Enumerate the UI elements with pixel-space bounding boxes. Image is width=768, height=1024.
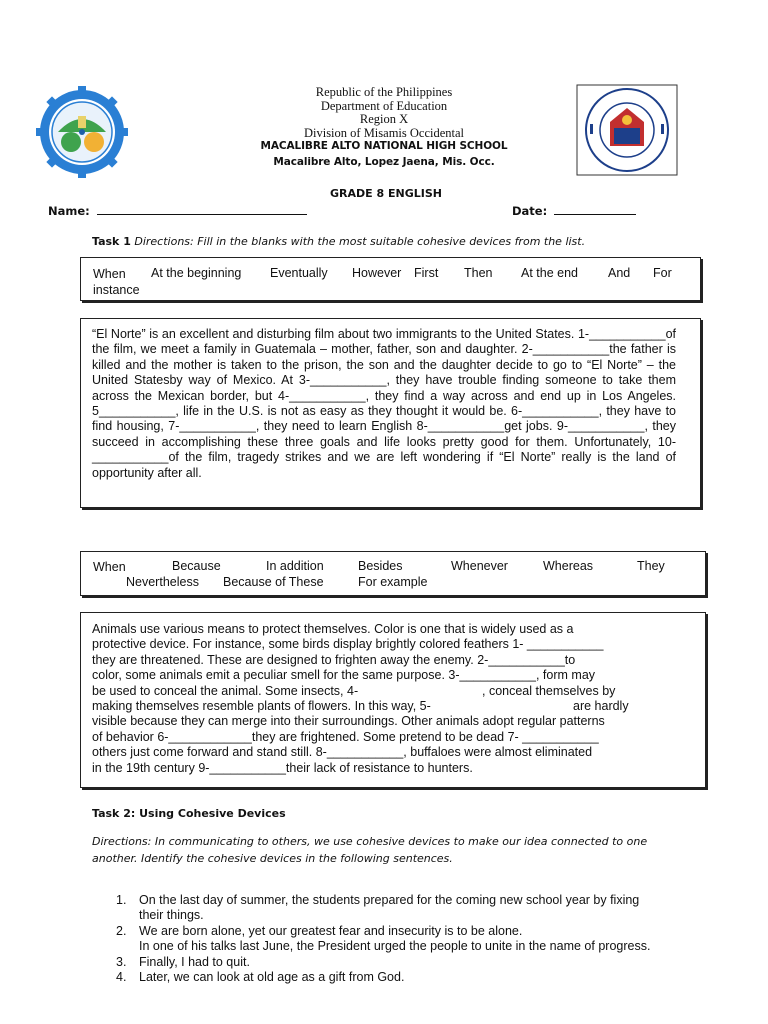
word-however: However xyxy=(352,266,402,280)
list-item xyxy=(92,955,652,970)
passage-el-norte: “El Norte” is an excellent and disturbing film about two immigrants to the United States. 1-___________of the film, we meet a family in Guatemala – mother, father, son and daughter. 2-___________the father is killed and the mother is taken to the prison, the son and the daughter decide to go to “El Norte” – the United Statesby way of Mexico. At 3-___________, they have trouble finding someone to take them across the Mexican border, but 4-___________, they find a way across and end up in Los Angeles. 5___________, life in the U.S. is not as easy as they thought it would be. 6-___________, they have to find housing, 7-___________, they need to learn English 8-___________get jobs. 9-___________, they succeed in accomplishing these three goals and life looks pretty good for them. Unfortunately, 10-___________of the film, tragedy strikes and we are left wondering if “El Norte” really is the land of opportunity after all. xyxy=(92,327,676,480)
word-when-2: When xyxy=(93,560,126,574)
header-line-division: Division of Misamis Occidental xyxy=(303,125,465,140)
word-because: Because xyxy=(172,559,221,573)
passage-line: they are threatened. These are designed to frighten away the enemy. 2-___________to xyxy=(92,652,576,667)
word-they: They xyxy=(637,559,665,573)
word-when: When xyxy=(93,267,126,281)
passage-line xyxy=(92,699,695,714)
name-line[interactable] xyxy=(97,214,307,215)
task1-directions-text: Directions: Fill in the blanks with the most suitable cohesive devices from the list. xyxy=(134,235,586,248)
passage-line: in the 19th century 9-___________their lack of resistance to hunters. xyxy=(92,760,473,775)
list-item-number: 2. xyxy=(116,923,127,938)
name-label: Name: xyxy=(48,204,90,218)
list-item xyxy=(92,924,652,939)
date-label: Date: xyxy=(512,204,548,218)
list-item-text: On the last day of summer, the students prepared for the coming new school year by fixing their things. xyxy=(139,893,640,923)
passage-box-1 xyxy=(80,318,701,508)
passage-line: of behavior 6-____________they are frightened. Some pretend to be dead 7- ___________ xyxy=(92,729,599,744)
passage-line: others just come forward and stand still. 8-___________, buffaloes were almost eliminated xyxy=(92,745,593,760)
header-line-department: Department of Education xyxy=(320,98,448,113)
date-line[interactable] xyxy=(554,214,636,215)
word-at-the-beginning: At the beginning xyxy=(151,266,242,280)
word-instance: instance xyxy=(93,283,140,297)
word-whereas: Whereas xyxy=(543,559,594,573)
task1-label: Task 1 xyxy=(92,235,131,248)
list-item-text: Finally, I had to quit. xyxy=(139,954,250,969)
list-item xyxy=(92,893,652,924)
passage-line: color, some animals emit a peculiar smell for the same purpose. 3-___________, form may xyxy=(92,668,596,683)
word-besides: Besides xyxy=(358,559,403,573)
list-item xyxy=(92,970,652,985)
word-for: For xyxy=(653,266,672,280)
list-item-number: 1. xyxy=(116,893,127,907)
task2-list xyxy=(92,893,652,985)
word-because-of-these: Because of These xyxy=(223,575,324,589)
task2-title: Task 2: Using Cohesive Devices xyxy=(92,807,286,820)
list-item xyxy=(92,939,652,954)
name-row xyxy=(48,204,307,218)
list-item-text: Later, we can look at old age as a gift from God. xyxy=(139,970,405,985)
word-in-addition: In addition xyxy=(266,559,324,573)
header-line-republic: Republic of the Philippines xyxy=(315,85,453,99)
passage-line-part: be used to conceal the animal. Some insects, 4- xyxy=(92,683,359,698)
list-item-text: In one of his talks last June, the President urged the people to unite in the name of progress. xyxy=(139,939,651,954)
task2-directions: Directions: In communicating to others, we use cohesive devices to make our idea connected to one another. Identify the cohesive devices in the following sentences. xyxy=(92,835,648,865)
passage-line: Animals use various means to protect themselves. Color is one that is widely used as a xyxy=(92,622,574,636)
header-school-name: MACALIBRE ALTO NATIONAL HIGH SCHOOL xyxy=(260,140,508,153)
header xyxy=(0,86,768,170)
header-line-region: Region X xyxy=(359,112,409,127)
passage-line-part: , conceal themselves by xyxy=(482,683,616,698)
word-list-box-1 xyxy=(80,257,701,301)
page-title: GRADE 8 ENGLISH xyxy=(330,187,442,200)
list-item-number: 4. xyxy=(116,970,127,985)
passage-line-part: making themselves resemble plants of flowers. In this way, 5- xyxy=(92,699,431,714)
word-list-box-2 xyxy=(80,551,706,596)
word-eventually: Eventually xyxy=(270,266,328,280)
passage-line: protective device. For instance, some birds display brightly colored feathers 1- ___________ xyxy=(92,637,604,652)
passage-line: visible because they can merge into their surroundings. Other animals adopt regular patterns xyxy=(92,714,605,729)
word-for-example: For example xyxy=(358,575,428,589)
header-school-address: Macalibre Alto, Lopez Jaena, Mis. Occ. xyxy=(273,155,495,168)
word-and: And xyxy=(608,266,631,280)
word-first: First xyxy=(414,266,439,280)
passage-box-2 xyxy=(80,612,706,788)
word-nevertheless: Nevertheless xyxy=(126,575,199,589)
date-row xyxy=(512,204,636,218)
word-then: Then xyxy=(464,266,493,280)
word-at-the-end: At the end xyxy=(521,266,578,280)
word-whenever: Whenever xyxy=(451,559,508,573)
list-item-text: We are born alone, yet our greatest fear and insecurity is to be alone. xyxy=(139,923,523,938)
list-item-number: 3. xyxy=(116,954,127,969)
task1-directions xyxy=(92,235,585,248)
passage-line xyxy=(92,684,695,699)
passage-line-part: are hardly xyxy=(573,699,629,714)
